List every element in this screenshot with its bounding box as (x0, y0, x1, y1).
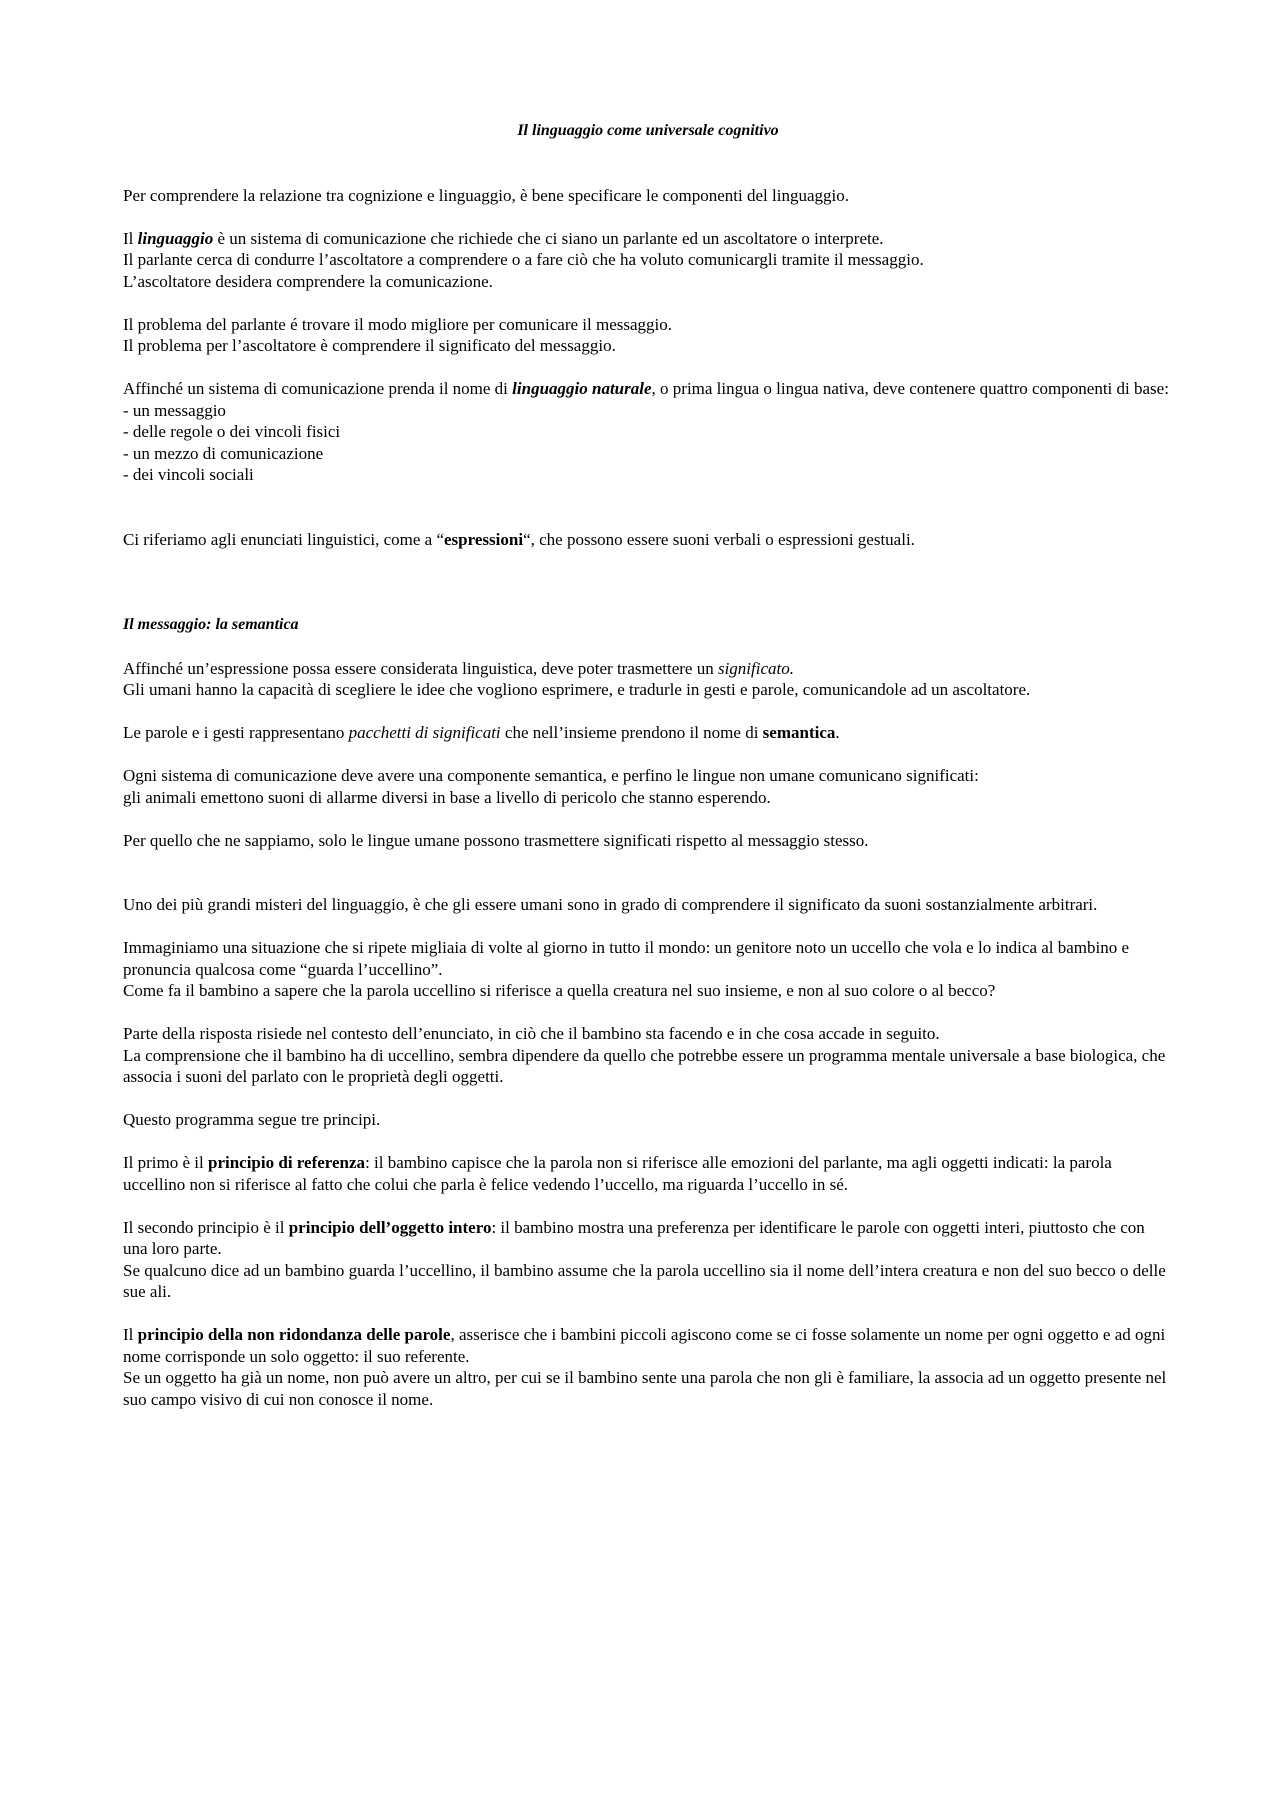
paragraph-contesto (123, 1023, 1173, 1088)
paragraph-line: Parte della risposta risiede nel contesto dell’enunciato, in ciò che il bambino sta facendo e in che cosa accade in seguito. (123, 1024, 940, 1043)
paragraph-components (123, 378, 1173, 486)
text-run: Le parole e i gesti rappresentano (123, 723, 349, 742)
paragraph-misteri (123, 894, 1173, 916)
paragraph-tre-principi (123, 1109, 1173, 1131)
text-run: Il (123, 1325, 138, 1344)
paragraph-principio-referenza (123, 1152, 1173, 1195)
paragraph-line (123, 1324, 1173, 1367)
list-item: - delle regole o dei vincoli fisici (123, 422, 341, 441)
term-linguaggio-naturale: linguaggio naturale (512, 379, 652, 398)
paragraph-line: Ogni sistema di comunicazione deve avere una componente semantica, e perfino le lingue non umane comunicano significati: (123, 766, 979, 785)
text-run: è un sistema di comunicazione che richiede che ci siano un parlante ed un ascoltatore o interprete. (213, 228, 884, 248)
text-run: , asserisce che i bambini piccoli agiscono come se ci fosse solamente un nome per ogni oggetto e ad ogni nome corrisponde un solo oggetto: il suo referente. (123, 1325, 1166, 1366)
text-run: , o prima lingua o lingua nativa, deve contenere quattro componenti di base: (651, 379, 1169, 398)
paragraph-line (123, 658, 1173, 680)
term-significato: significato. (717, 658, 794, 678)
term-semantica: semantica (762, 723, 836, 742)
paragraph-componente-semantica (123, 765, 1173, 808)
text-run: : il bambino capisce che la parola non si riferisce alle emozioni del parlante, ma agli oggetti indicati: la parola uccellino non si riferisce al fatto che colui che parla è felice vedendo l’uccello, ma riguarda l’uccello in sé. (123, 1153, 1112, 1194)
paragraph-line (123, 228, 1173, 250)
paragraph-line: L’ascoltatore desidera comprendere la comunicazione. (123, 271, 493, 291)
term-principio-oggetto-intero: principio dell’oggetto intero (288, 1217, 492, 1237)
paragraph-semantica (123, 722, 1173, 744)
paragraph-line: Gli umani hanno la capacità di scegliere le idee che vogliono esprimere, e tradurle in gesti e parole, comunicandole ad un ascoltatore. (123, 680, 1031, 699)
paragraph-text: Per comprendere la relazione tra cognizione e linguaggio, è bene specificare le componenti del linguaggio. (123, 185, 849, 205)
document-page (123, 120, 1173, 1432)
term-espressioni: espressioni (444, 529, 524, 549)
paragraph-line: Se un oggetto ha già un nome, non può avere un altro, per cui se il bambino sente una parola che non gli è familiare, la associa ad un oggetto presente nel suo campo visivo di cui non conosce il nome. (123, 1368, 1167, 1409)
text-run: che nell’insieme prendono il nome di (500, 723, 763, 742)
paragraph-line: Come fa il bambino a sapere che la parola uccellino si riferisce a quella creatura nel suo insieme, e non al suo colore o al becco? (123, 981, 996, 1000)
paragraph-principio-non-ridondanza (123, 1324, 1173, 1410)
paragraph-espressioni (123, 529, 1173, 551)
text-run: Il secondo principio è il (123, 1217, 289, 1237)
text-run: Il primo è il (123, 1153, 208, 1172)
text-run: . (835, 723, 840, 742)
document-title: Il linguaggio come universale cognitivo (517, 122, 779, 139)
paragraph-line: Se qualcuno dice ad un bambino guarda l’uccellino, il bambino assume che la parola uccellino sia il nome dell’intera creatura e non del suo becco o delle sue ali. (123, 1260, 1166, 1301)
paragraph-line: Immaginiamo una situazione che si ripete migliaia di volte al giorno in tutto il mondo: un genitore noto un uccello che vola e lo indica al bambino e pronuncia qualcosa come “guarda l’uccellino”. (123, 938, 1130, 979)
paragraph-uccellino-esempio (123, 937, 1173, 1002)
paragraph-lingue-umane (123, 830, 1173, 852)
text-run: Il (123, 228, 138, 248)
paragraph-line: gli animali emettono suoni di allarme diversi in base a livello di pericolo che stanno esperendo. (123, 787, 771, 807)
paragraph-problems (123, 314, 1173, 357)
section-title: Il messaggio: la semantica (123, 616, 299, 633)
list-item: - dei vincoli sociali (123, 465, 254, 484)
term-principio-non-ridondanza: principio della non ridondanza delle parole (137, 1325, 451, 1344)
list-item: - un mezzo di comunicazione (123, 443, 324, 463)
term-principio-di-referenza: principio di referenza (207, 1153, 366, 1172)
paragraph-text: Uno dei più grandi misteri del linguaggio, è che gli essere umani sono in grado di comprendere il significato da suoni sostanzialmente arbitrari. (123, 895, 1098, 914)
paragraph-text: Questo programma segue tre principi. (123, 1110, 381, 1129)
text-run: “, che possono essere suoni verbali o espressioni gestuali. (523, 529, 915, 549)
paragraph-line: Il parlante cerca di condurre l’ascoltatore a comprendere o a fare ciò che ha voluto comunicargli tramite il messaggio. (123, 250, 924, 269)
paragraph-line: Il problema per l’ascoltatore è comprendere il significato del messaggio. (123, 336, 616, 355)
text-run: : il bambino mostra una preferenza per identificare le parole con oggetti interi, piuttosto che con una loro parte. (123, 1217, 1145, 1258)
term-pacchetti-di-significati: pacchetti di significati (348, 723, 501, 742)
list-item: - un messaggio (123, 400, 226, 420)
paragraph-intro (123, 185, 1173, 207)
text-run: Affinché un’espressione possa essere considerata linguistica, deve poter trasmettere un (123, 658, 718, 678)
paragraph-text: Per quello che ne sappiamo, solo le lingue umane possono trasmettere significati rispetto al messaggio stesso. (123, 830, 869, 850)
paragraph-line (123, 1217, 1173, 1260)
paragraph-line: Il problema del parlante é trovare il modo migliore per comunicare il messaggio. (123, 314, 673, 334)
paragraph-linguaggio-definition (123, 228, 1173, 293)
paragraph-line: La comprensione che il bambino ha di uccellino, sembra dipendere da quello che potrebbe essere un programma mentale universale a base biologica, che associa i suoni del parlato con le proprietà degli oggetti. (123, 1045, 1166, 1086)
text-run: Affinché un sistema di comunicazione prenda il nome di (123, 379, 513, 398)
paragraph-significato (123, 658, 1173, 701)
text-run: Ci riferiamo agli enunciati linguistici, come a “ (123, 529, 445, 549)
paragraph-principio-oggetto-intero (123, 1217, 1173, 1303)
term-linguaggio: linguaggio (137, 228, 214, 248)
